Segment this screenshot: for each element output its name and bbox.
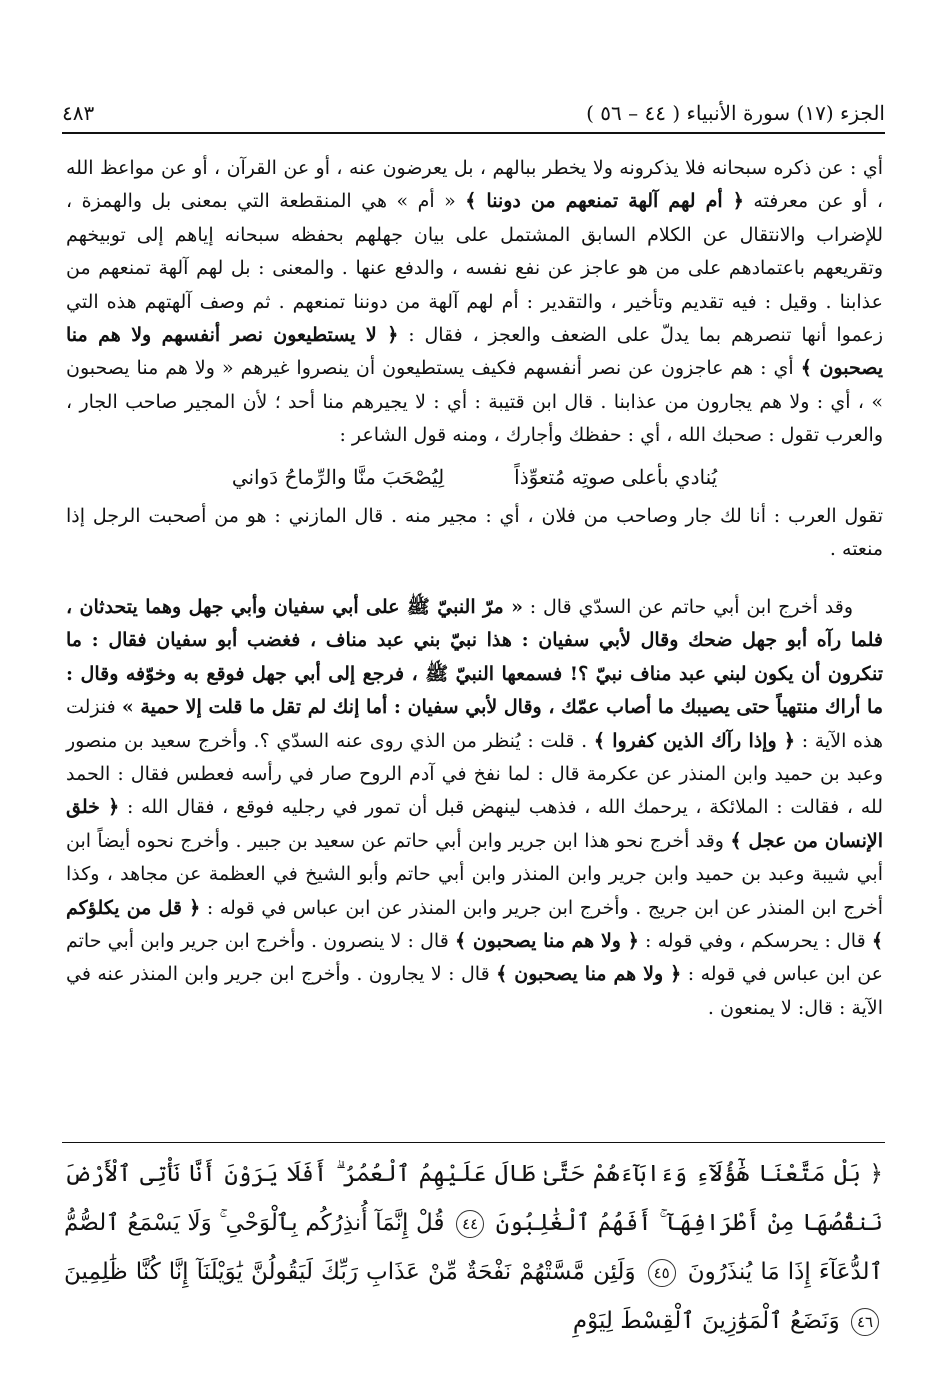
paragraph-1	[66, 152, 883, 453]
verse-47-start: وَنَضَعُ ٱلْمَوَٰزِينَ ٱلْقِسْطَ لِيَوْمِ	[572, 1308, 840, 1334]
paragraph-gap	[66, 567, 883, 591]
text-run: وقد أخرج ابن أبي حاتم عن السدّي قال :	[529, 595, 853, 618]
text-run: قال : لا يجارون . وأخرج ابن جرير وابن المنذر عنه في الآية : قال: لا يمنعون .	[66, 963, 883, 1019]
poem-hemistich-2: لِيُصْحَبَ منَّا والرِّماحُ دَواني	[231, 464, 445, 489]
text-run: قال : لا ينصرون . وأخرج ابن جرير وابن أبي حاتم عن ابن عباس في قوله :	[66, 929, 883, 986]
page-header	[62, 96, 885, 130]
verse-44: ﴿ بَلْ مَتَّعْنَا هَٰٓؤُلَآءِ وَءَابَآءَهُمْ حَتَّىٰ طَالَ عَلَيْهِمُ ٱلْعُمُرُ ۗ أَفَلَا يَرَوْنَ أَنَّا نَأْتِى ٱلْأَرْضَ نَنقُصُهَا مِنْ أَطْرَافِهَآ ۚ أَفَهُمُ ٱلْغَٰلِبُونَ	[64, 1161, 883, 1236]
paragraph-3	[66, 591, 883, 1025]
text-run: أي : عن ذكره سبحانه فلا يذكرونه ولا يخطر ببالهم ، بل يعرضون عنه ، أو عن القرآن ، أو عن مواعظ الله ، أو عن معرفته	[66, 157, 884, 213]
ayah-number-marker: ٤٥	[648, 1259, 676, 1287]
quran-quote: ﴿ أم لهم آلهة تمنعهم من دوننا ﴾	[465, 190, 744, 213]
verse-46: وَلَئِن مَّسَّتْهُمْ نَفْحَةٌ مِّنْ عَذَابِ رَبِّكَ لَيَقُولُنَّ يَٰوَيْلَنَآ إِنَّا كُنَّا ظَٰلِمِينَ	[64, 1259, 636, 1285]
text-run: « أم » هي المنقطعة التي بمعنى بل والهمزة ، للإضراب والانتقال عن الكلام السابق المشتمل على بيان جهلهم بحفظه سبحانه إياهم إلى توبيخهم وتقريعهم باعتمادهم على من هو عاجز عن نفع نفسه ، والدفع عنها . والمعنى : بل لهم آلهة تمنعهم من عذابنا . وقيل : فيه تقديم وتأخير ، والتقدير : أم لهم آلهة من دوننا تمنعهم . ثم وصف آلهتهم هذه التي زعموا أنها تنصرهم بما يدلّ على الضعف والعجز ، فقال :	[66, 190, 883, 347]
section-separator	[62, 1142, 885, 1143]
ayah-number-marker: ٤٦	[851, 1308, 879, 1336]
quran-quote: ﴿ قل من يكلؤكم ﴾	[66, 896, 883, 952]
text-run: فنزلت هذه الآية :	[66, 696, 883, 752]
header-rule	[62, 132, 885, 134]
ayah-number-marker: ٤٤	[456, 1210, 484, 1238]
poem-hemistich-1: يُنادي بأعلى صوتِه مُتعوِّذاً	[514, 464, 718, 489]
poem-verse	[66, 461, 883, 494]
quran-quote: ﴿ خلق الإنسان من عجل ﴾	[66, 796, 883, 852]
commentary-text	[66, 152, 883, 1025]
page-number: ٤٨٣	[62, 101, 95, 125]
running-title: الجزء (١٧) سورة الأنبياء ( ٤٤ – ٥٦ )	[586, 101, 885, 125]
verse-block	[64, 1150, 883, 1346]
text-run: أي : هم عاجزون عن نصر أنفسهم فكيف يستطيعون أن ينصروا غيرهم « ولا هم منا يصحبون » ، أي : ولا هم يجارون من عذابنا . قال ابن قتيبة : أي : لا يجيرهم منا أحد ؛ لأن المجير صاحب الجار ، والعرب تقول : صحبك الله ، أي : حفظك وأجارك ، ومنه قول الشاعر :	[66, 357, 883, 447]
quran-quote: ﴿ لا يستطيعون نصر أنفسهم ولا هم منا يصحبون ﴾	[66, 324, 883, 380]
text-run: قال : يحرسكم ، وفي قوله :	[645, 929, 866, 952]
paragraph-2: تقول العرب : أنا لك جار وصاحب من فلان ، أي : مجير منه . قال المازني : هو من أصحبت الرجل إذا منعته .	[66, 505, 883, 561]
text-run: وقد أخرج نحو هذا ابن جرير وابن أبي حاتم عن سعيد بن جبير . وأخرج نحوه أيضاً ابن أبي شيبة وعبد بن حميد وابن جرير وابن المنذر وابن أبي حاتم وأبو الشيخ في العظمة عن مجاهد ، وكذا أخرج ابن المنذر عن ابن جريج . وأخرج ابن جرير وابن المنذر عن ابن عباس في قوله :	[66, 829, 883, 919]
hadith-quote: « مرّ النبيّ ﷺ على أبي سفيان وأبي جهل وهما يتحدثان ، فلما رآه أبو جهل ضحك وقال لأبي سفيان : هذا نبيّ بني عبد مناف ، فغضب أبو سفيان فقال : ما تنكرون أن يكون لبني عبد مناف نبيّ ؟! فسمعها النبيّ ﷺ ، فرجع إلى أبي جهل فوقع به وخوّفه وقال : ما أراك منتهياً حتى يصيبك ما أصاب عمّك ، وقال لأبي سفيان : أما إنك لم تقل ما قلت إلا حمية »	[66, 595, 883, 719]
quran-quote: ﴿ ولا هم منا يصحبون ﴾	[496, 963, 682, 986]
verse-45: قُلْ إِنَّمَآ أُنذِرُكُم بِٱلْوَحْىِ ۚ وَلَا يَسْمَعُ ٱلصُّمُّ ٱلدُّعَآءَ إِذَا مَا يُنذَرُونَ	[64, 1210, 884, 1285]
quran-quote: ﴿ ولا هم منا يصحبون ﴾	[454, 929, 639, 952]
quran-verses	[64, 1150, 883, 1346]
quran-quote: ﴿ وإذا رآك الذين كفروا ﴾	[593, 729, 796, 752]
text-run: . قلت : يُنظر من الذي روى عنه السدّي ؟. وأخرج سعيد بن منصور وعبد بن حميد وابن المنذر عن عكرمة قال : لما نفخ في آدم الروح صار في رأسه فعطس فقال : الحمد لله ، فقالت : الملائكة ، يرحمك الله ، فذهب لينهض قبل أن تمور في رجليه فوقع ، فقال الله :	[66, 729, 883, 819]
